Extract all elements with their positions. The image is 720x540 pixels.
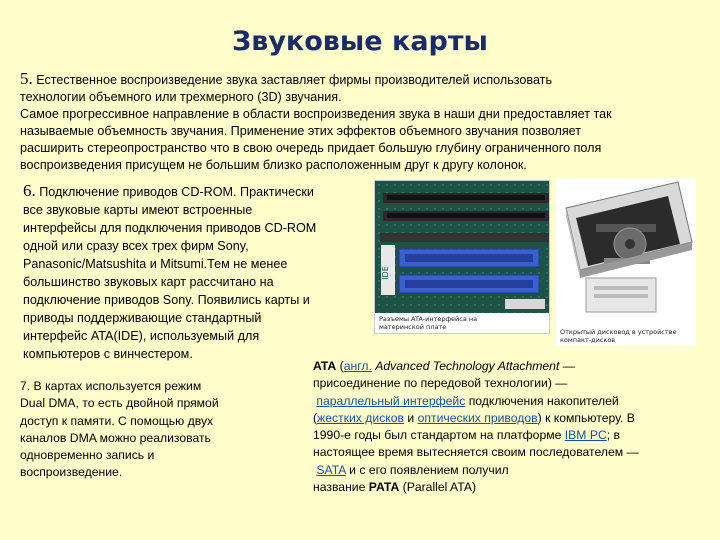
paragraph-5 bbox=[20, 70, 612, 174]
paragraph-7-line-5: одновременно запись и bbox=[20, 448, 155, 463]
ata-text: 1990-е годы был стандартом на платформе bbox=[313, 428, 565, 443]
link-sata[interactable]: SATA bbox=[316, 462, 346, 477]
paragraph-5-line-5: расширить стереопространство что в свою очередь придает большую глубину ограниченного поля bbox=[20, 141, 602, 155]
paragraph-7-line-1: 7. В картах используется режим bbox=[20, 379, 202, 393]
ata-line-2: присоединение по передовой технологии) — bbox=[313, 376, 568, 391]
paragraph-6-line-10: компьютеров с винчестером. bbox=[23, 347, 193, 361]
ata-text: и bbox=[404, 410, 418, 425]
ata-text: ; в bbox=[606, 428, 621, 443]
cd-drive-photo bbox=[556, 178, 696, 346]
ata-text: ( bbox=[313, 410, 318, 425]
link-ibm-pc[interactable]: IBM PC bbox=[564, 428, 607, 443]
paragraph-5-line-2: технологии объемного или трехмерного (3D) звучания. bbox=[20, 90, 342, 104]
paragraph-7-line-4: каналов DMA можно реализовать bbox=[20, 430, 211, 445]
ata-text: (Parallel ATA) bbox=[399, 480, 477, 495]
link-optical-drives[interactable]: оптических приводов bbox=[417, 410, 538, 425]
paragraph-6-line-4: одной или сразу всех трех фирм Sony, bbox=[23, 239, 249, 253]
paragraph-7-line-3: доступ к памяти. С помощью двух bbox=[20, 413, 214, 428]
caption-line: материнской плате bbox=[379, 323, 447, 331]
open-cd-drive-image bbox=[556, 178, 696, 326]
motherboard-ata-connectors-image bbox=[375, 181, 549, 313]
paragraph-5-line-1: Естественное воспроизведение звука заставляет фирмы производителей использовать bbox=[36, 73, 553, 87]
cd-drive-photo-caption bbox=[560, 328, 676, 344]
paragraph-6-line-6: большинство звуковых карт рассчитано на bbox=[23, 275, 274, 289]
ata-text: и с его появлением получил bbox=[345, 462, 509, 477]
motherboard-photo bbox=[374, 180, 550, 334]
svg-text:IDE: IDE bbox=[381, 266, 390, 280]
paragraph-5-line-6: воспроизведения присущем не большим близко расположенным друг к другу колонок. bbox=[20, 158, 527, 172]
link-english[interactable]: англ. bbox=[343, 359, 372, 373]
paragraph-7 bbox=[20, 378, 219, 482]
ata-text: ( bbox=[336, 359, 344, 373]
paragraph-6-line-7: подключение приводов Sony. Появились карты и bbox=[23, 293, 310, 307]
ata-text: ) к компьютеру. В bbox=[537, 410, 635, 425]
ata-text: подключения накопителей bbox=[465, 393, 619, 408]
pata-term: PATA bbox=[368, 480, 400, 495]
paragraph-5-line-3: Самое прогрессивное направление в области воспроизведения звука в наши дни предоставляет так bbox=[20, 107, 612, 121]
paragraph-6-line-8: приводы поддерживающие стандартный bbox=[23, 311, 262, 325]
ata-line-6: настоящее время вытесняется своим последователем — bbox=[313, 445, 639, 460]
paragraph-6-line-1: Подключение приводов CD-ROM. Практически bbox=[39, 185, 314, 199]
paragraph-6-line-9: интерфейс ATA(IDE), используемый для bbox=[23, 329, 260, 343]
paragraph-6-line-3: интерфейсы для подключения приводов CD-ROM bbox=[23, 221, 317, 235]
paragraph-7-line-6: воспроизведение. bbox=[20, 465, 123, 480]
paragraph-6-number: 6. bbox=[23, 181, 36, 200]
paragraph-6-line-2: все звуковые карты имеют встроенные bbox=[23, 203, 253, 217]
paragraph-5-number: 5. bbox=[20, 69, 33, 88]
caption-line: Открытый дисковод в устройстве bbox=[560, 328, 677, 336]
caption-line: Разъемы ATA-интерфейса на bbox=[379, 315, 478, 323]
ata-text: — bbox=[559, 359, 575, 373]
link-parallel-interface[interactable]: параллельный интерфейс bbox=[316, 393, 466, 408]
paragraph-6-line-5: Panasonic/Matsushita и Mitsumi.Тем не менее bbox=[23, 257, 288, 271]
link-hard-disks[interactable]: жестких дисков bbox=[317, 410, 405, 425]
paragraph-7-line-2: Dual DMA, то есть двойной прямой bbox=[20, 396, 219, 411]
ata-definition bbox=[313, 358, 639, 496]
paragraph-6 bbox=[23, 182, 316, 363]
ata-term: ATA bbox=[313, 359, 337, 373]
caption-line: компакт-дисков bbox=[560, 336, 616, 344]
motherboard-photo-caption bbox=[379, 315, 477, 331]
slide-title: Звуковые карты bbox=[232, 26, 488, 57]
ata-text: название bbox=[313, 480, 369, 495]
paragraph-5-line-4: называемые объемность звучания. Применение этих эффектов объемного звучания позволяет bbox=[20, 124, 581, 138]
ata-english-name: Advanced Technology Attachment bbox=[371, 359, 560, 373]
